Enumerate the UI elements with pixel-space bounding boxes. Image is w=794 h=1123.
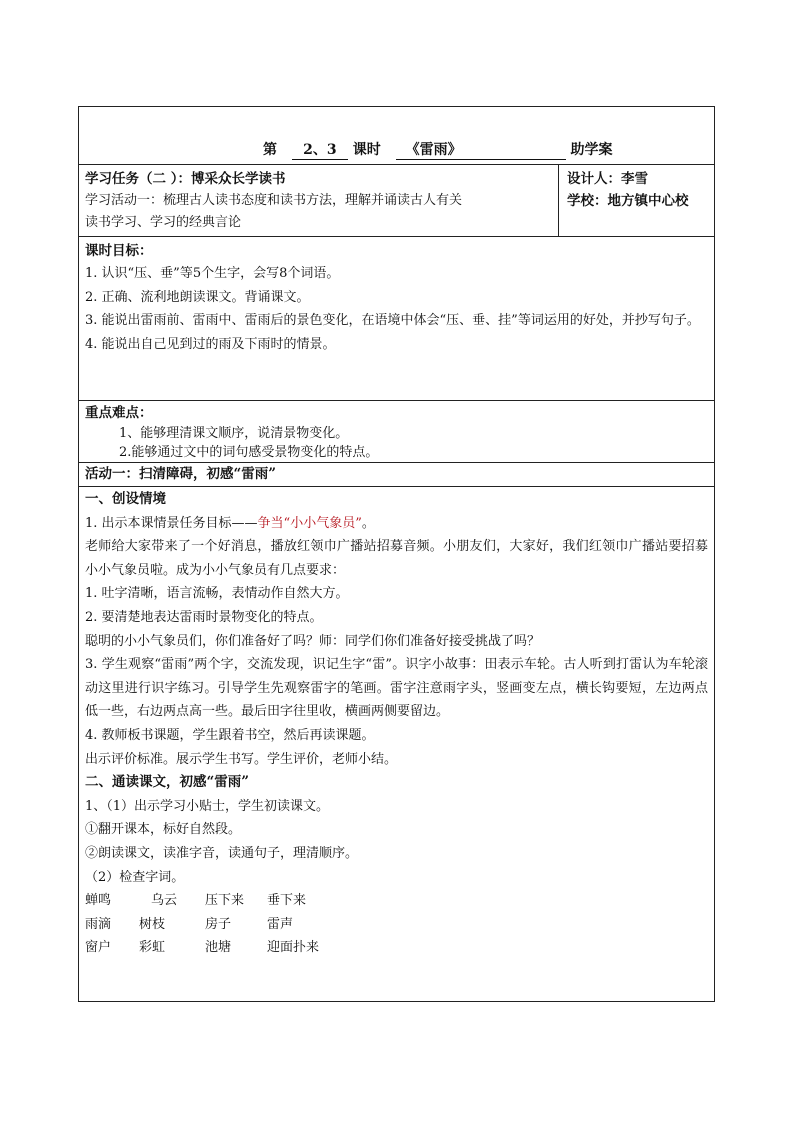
- lesson-unit: 课时: [352, 142, 381, 158]
- title-row: [79, 107, 714, 165]
- designer-cell: [559, 165, 715, 236]
- word: 窗户: [85, 940, 112, 956]
- section-heading: 二、通读课文，初感“雷雨”: [85, 774, 250, 791]
- paragraph: 1. 吐字清晰，语言流畅，表情动作自然大方。: [85, 586, 349, 602]
- paragraph: [85, 512, 708, 536]
- word: 垂下来: [267, 893, 307, 909]
- highlighted-goal: 争当“小小气象员”: [257, 515, 362, 531]
- task-goal-text: 1. 出示本课情景任务目标——: [85, 515, 258, 531]
- paragraph: 出示评价标准。展示学生书写。学生评价，老师小结。: [85, 751, 398, 767]
- word: 树枝: [139, 916, 166, 932]
- lesson-number: 2、3: [292, 139, 348, 160]
- task-cell: [79, 165, 559, 236]
- word: 房子: [205, 916, 232, 932]
- paragraph: ②朗读课文，读准字音，读通句子，理清顺序。: [85, 845, 359, 861]
- key-point-item: 2.能够通过文中的词句感受景物变化的特点。: [119, 445, 379, 460]
- activity-heading-row: [79, 463, 714, 487]
- task-goal-end: 。: [361, 515, 375, 531]
- word: 彩虹: [139, 940, 166, 956]
- activity-line-2: 读书学习、学习的经典言论: [85, 215, 242, 230]
- goals-heading: 课时目标：: [85, 243, 153, 259]
- task-row: [79, 165, 714, 237]
- lesson-plan-table: [78, 106, 715, 1002]
- activity-line-1: 学习活动一：梳理古人读书态度和读书方法，理解并诵读古人有关: [85, 193, 463, 208]
- paragraph: 2. 要清楚地表达雷雨时景物变化的特点。: [85, 609, 323, 625]
- word: 迎面扑来: [267, 940, 320, 956]
- word: 池塘: [205, 940, 232, 956]
- task-heading: 学习任务（二 ）：博采众长学读书: [85, 171, 286, 187]
- paragraph: 老师给大家带来了一个好消息，播放红领巾广播站招募音频。小朋友们，大家好，我们红领巾广播站要招募小小气象员啦。成为小小气象员有几点要求：: [85, 539, 708, 578]
- activity-content: [79, 487, 714, 1001]
- goals-row: [79, 237, 714, 401]
- activity-heading: 活动一：扫清障碍，初感“雷雨”: [85, 466, 277, 482]
- goal-item: 3. 能说出雷雨前、雷雨中、雷雨后的景色变化，在语境中体会“压、垂、挂”等词运用的好处，并抄写句子。: [85, 313, 700, 329]
- goal-item: 2. 正确、流利地朗读课文。背诵课文。: [85, 289, 310, 305]
- word-row: [85, 889, 708, 913]
- word: 乌云: [151, 893, 178, 909]
- paragraph: 4. 教师板书课题，学生跟着书空，然后再读课题。: [85, 727, 375, 743]
- word-row: [85, 913, 708, 937]
- title-suffix: 助学案: [570, 142, 613, 158]
- word: 蝉鸣: [85, 893, 112, 909]
- page-title: [79, 139, 714, 160]
- paragraph: 聪明的小小气象员们，你们准备好了吗？师：同学们你们准备好接受挑战了吗？: [85, 633, 541, 649]
- key-points-heading: 重点难点：: [85, 405, 153, 421]
- paragraph: 3. 学生观察“雷雨”两个字，交流发现，识记生字“雷”。识字小故事：田表示车轮。古人听到打雷认为车轮滚动这里进行识字练习。引导学生先观察雷字的笔画。雷字注意雨字头，竖画变左点，横长钩要短，左边两点低一些，右边两点高一些。最后田字往里收，横画两侧要留边。: [85, 657, 708, 720]
- word: 雨滴: [85, 916, 112, 932]
- goal-item: 1. 认识“压、垂”等5个生字，会写8个词语。: [85, 266, 340, 281]
- goal-item: 4. 能说出自己见到过的雨及下雨时的情景。: [85, 336, 336, 352]
- paragraph: 1、（1）出示学习小贴士，学生初读课文。: [85, 798, 330, 814]
- word: 雷声: [267, 916, 294, 932]
- paragraph: ①翻开课本，标好自然段。: [85, 822, 242, 838]
- word: 压下来: [205, 893, 245, 909]
- word-row: [85, 936, 708, 960]
- paragraph: （2）检查字词。: [85, 869, 185, 885]
- lesson-title: 《雷雨》: [396, 139, 566, 160]
- section-heading: 一、创设情境: [85, 491, 166, 507]
- title-prefix: 第: [263, 142, 277, 158]
- school: 学校：地方镇中心校: [567, 193, 689, 209]
- key-point-item: 1、能够理清课文顺序，说清景物变化。: [119, 426, 349, 441]
- designer: 设计人：李雪: [567, 171, 648, 187]
- key-points-row: [79, 401, 714, 463]
